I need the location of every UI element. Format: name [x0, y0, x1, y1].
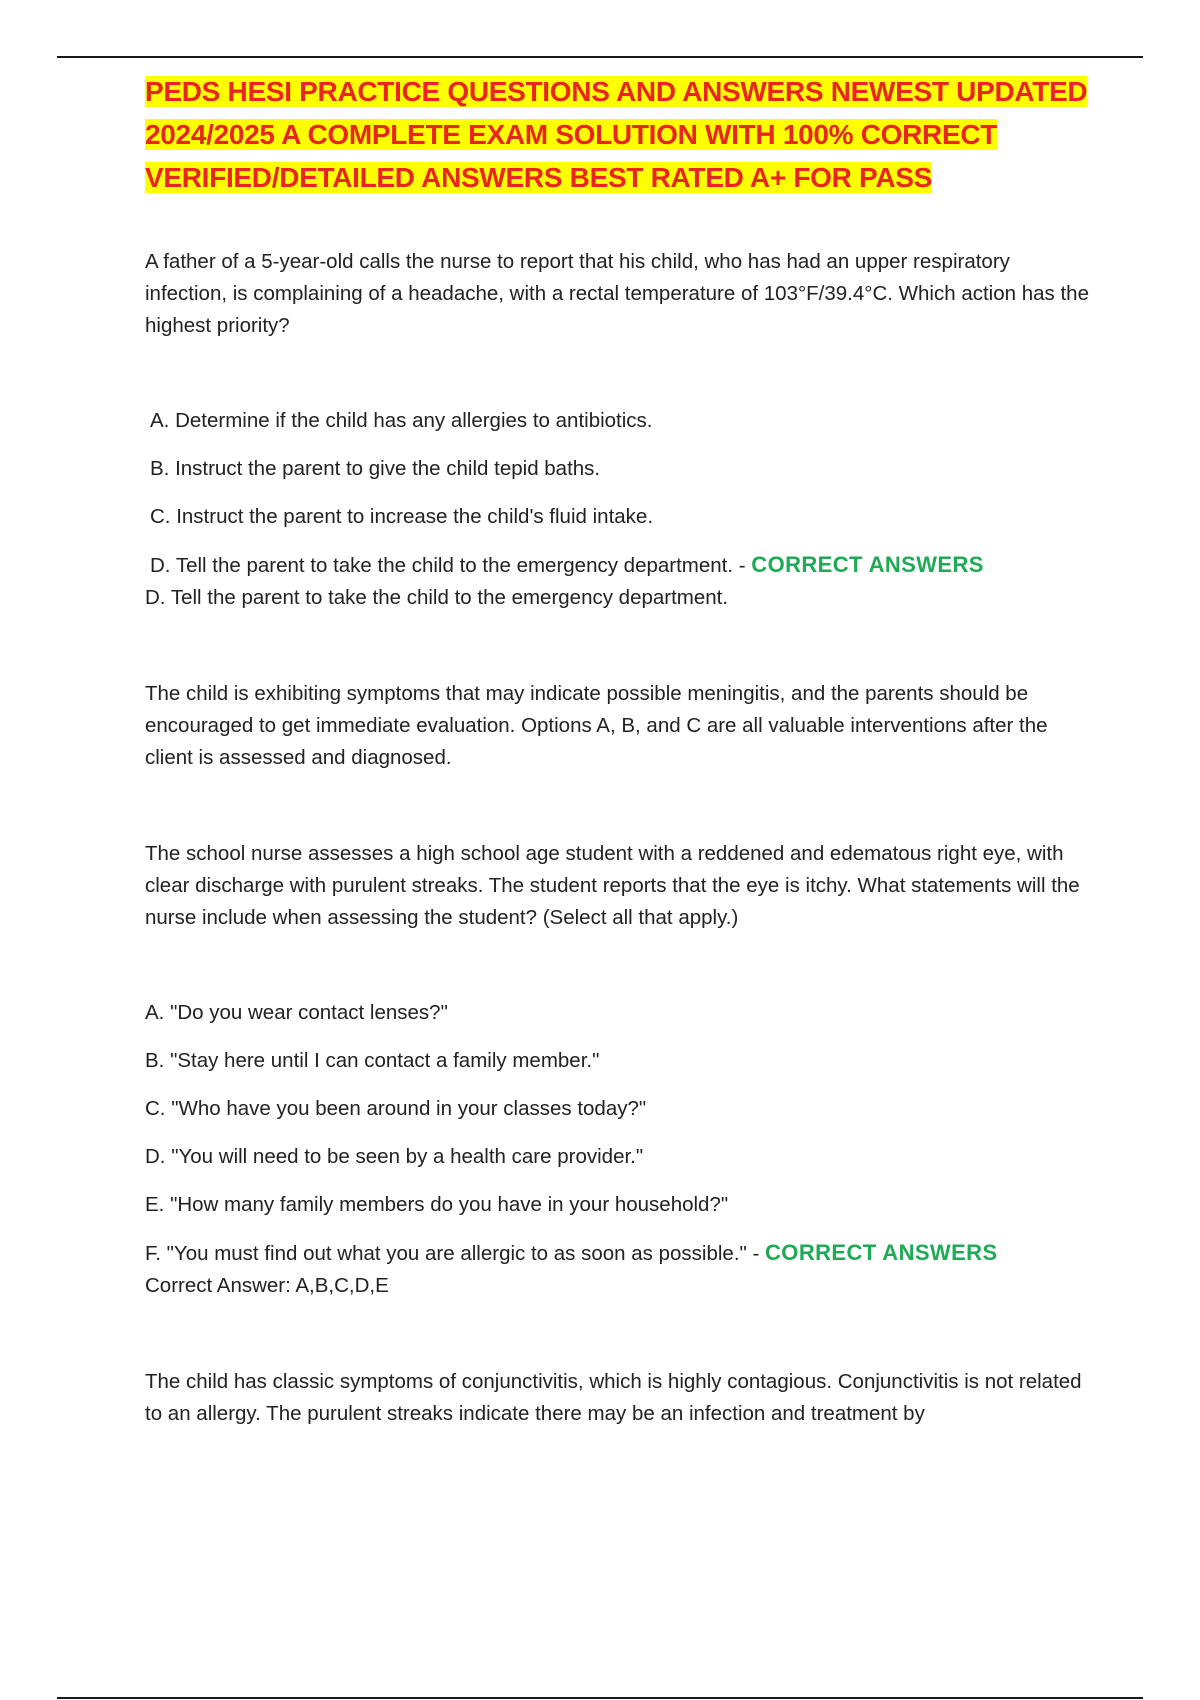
q2-option-f-with-tag: [145, 1237, 1095, 1270]
q1-correct-tag: CORRECT ANSWERS: [751, 552, 984, 577]
q1-answer: D. Tell the parent to take the child to the emergency department.: [145, 586, 729, 609]
document-title: [145, 70, 1095, 199]
q1-rationale: The child is exhibiting symptoms that may indicate possible meningitis, and the parents should be encouraged to get immediate evaluation. Options A, B, and C are all valuable interventions after the client is assessed and diagnosed.: [145, 682, 1048, 769]
bottom-divider: [57, 1697, 1143, 1699]
question-2-options: [145, 997, 1095, 1270]
q2-rationale: The child has classic symptoms of conjunctivitis, which is highly contagious. Conjunctivitis is not related to an allergy. The purulent streaks indicate there may be an infection and treatment by: [145, 1370, 1082, 1425]
q2-option-b: B. "Stay here until I can contact a family member.": [145, 1049, 600, 1072]
q1-option-a: A. Determine if the child has any allergies to antibiotics.: [150, 409, 653, 432]
q2-option-c: C. "Who have you been around in your classes today?": [145, 1097, 647, 1120]
document-page: [145, 70, 1095, 1430]
q2-option-f: F. "You must find out what you are allergic to as soon as possible." -: [145, 1242, 766, 1265]
title-line-2: 2024/2025 A COMPLETE EXAM SOLUTION WITH 100% CORRECT: [145, 119, 998, 150]
question-1-stem: A father of a 5-year-old calls the nurse to report that his child, who has had an upper respiratory infection, is complaining of a headache, with a rectal temperature of 103°F/39.4°C. Which action has the highest priority?: [145, 250, 1089, 337]
question-1-options: [145, 405, 1095, 582]
q1-option-d-with-tag: [150, 549, 1095, 582]
question-2-stem: The school nurse assesses a high school age student with a reddened and edematous right eye, with clear discharge with purulent streaks. The student reports that the eye is itchy. What statements will the nurse include when assessing the student? (Select all that apply.): [145, 842, 1080, 929]
q1-option-d: D. Tell the parent to take the child to the emergency department. -: [150, 554, 752, 577]
q1-option-b: B. Instruct the parent to give the child tepid baths.: [150, 457, 601, 480]
title-line-1: PEDS HESI PRACTICE QUESTIONS AND ANSWERS NEWEST UPDATED: [145, 76, 1088, 107]
q2-answer: Correct Answer: A,B,C,D,E: [145, 1274, 389, 1297]
q2-option-a: A. "Do you wear contact lenses?": [145, 1001, 448, 1024]
q2-option-e: E. "How many family members do you have in your household?": [145, 1193, 729, 1216]
top-divider: [57, 56, 1143, 58]
q2-option-d: D. "You will need to be seen by a health care provider.": [145, 1145, 644, 1168]
q2-correct-tag: CORRECT ANSWERS: [765, 1240, 998, 1265]
title-line-3: VERIFIED/DETAILED ANSWERS BEST RATED A+ FOR PASS: [145, 162, 933, 193]
q1-option-c: C. Instruct the parent to increase the child's fluid intake.: [150, 505, 654, 528]
